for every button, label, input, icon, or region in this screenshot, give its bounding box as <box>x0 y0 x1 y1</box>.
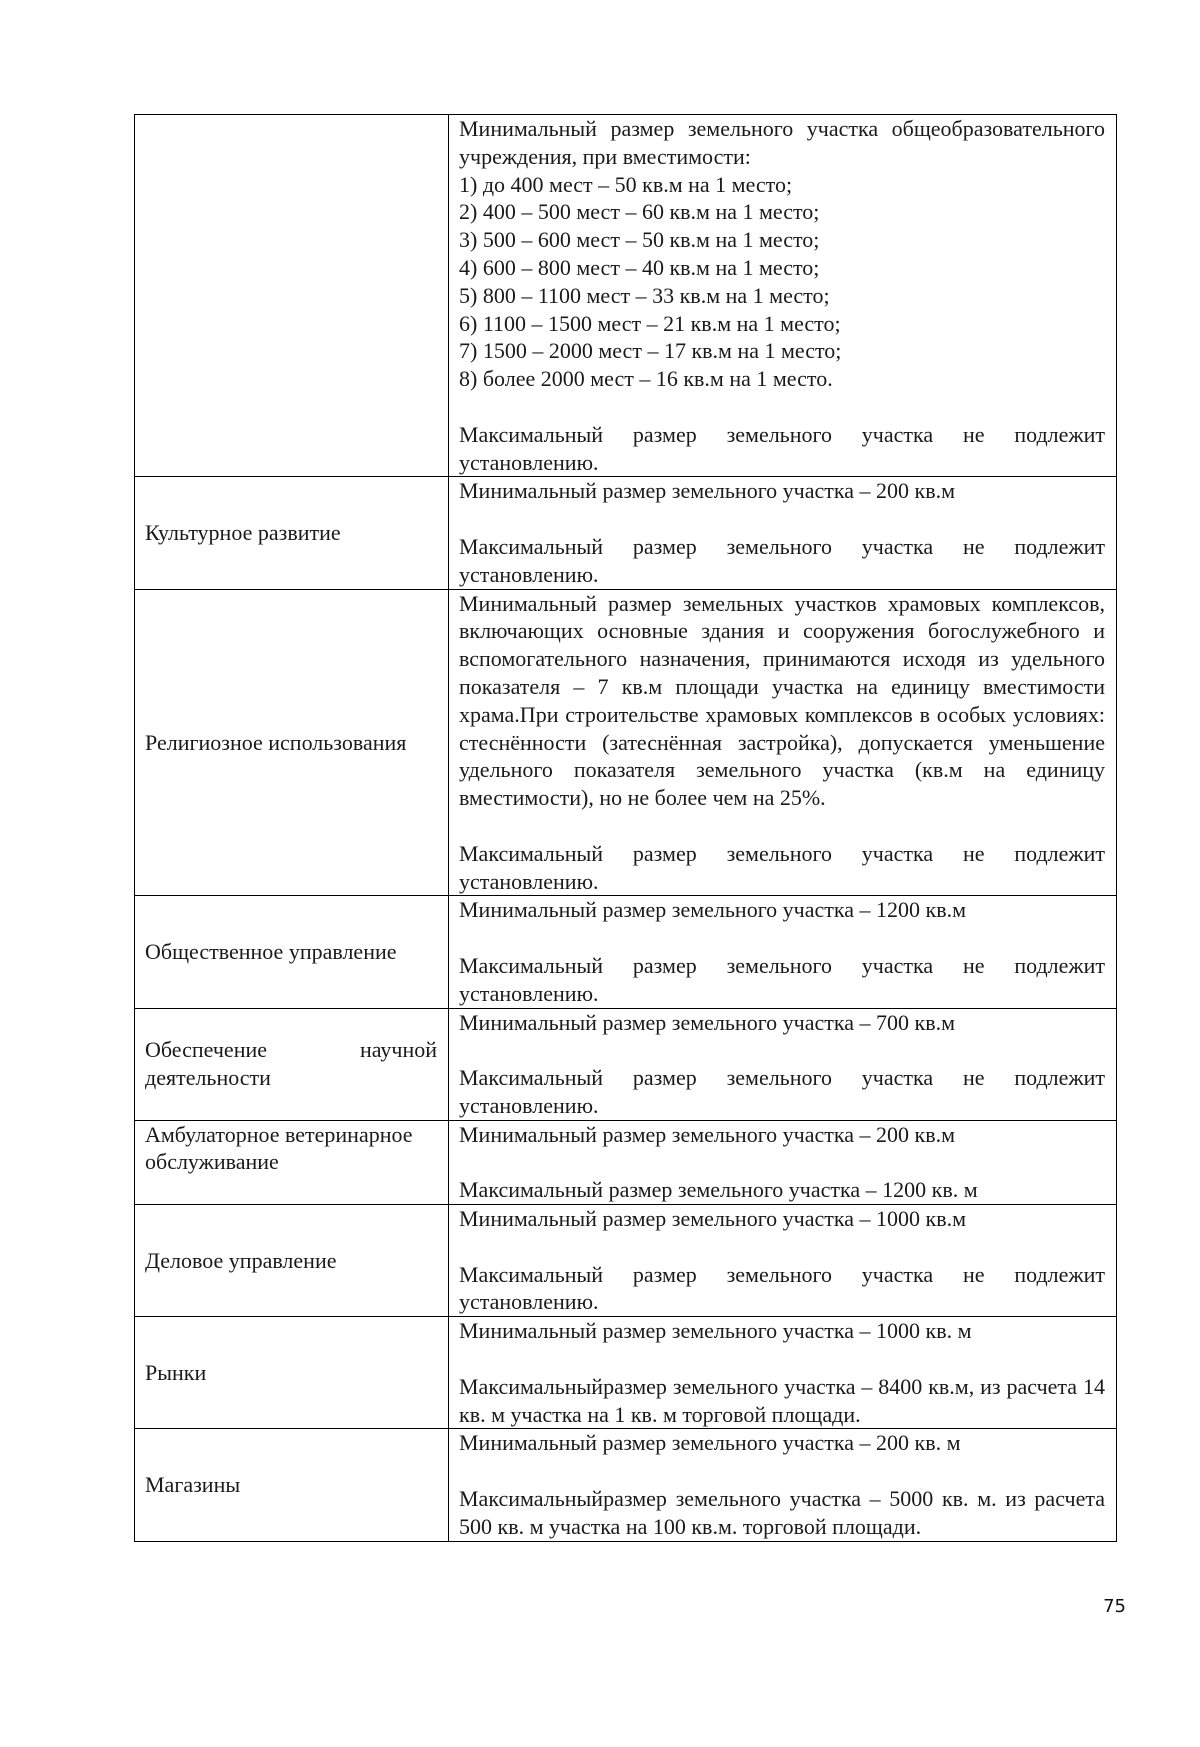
min-size-text: Минимальный размер земельного участка общеобразовательного учреждения, при вместимости: <box>459 116 1105 169</box>
min-size-text: Минимальный размер земельного участка – 700 кв.м <box>459 1009 956 1035</box>
table-row <box>135 1205 1117 1317</box>
use-type-cell: Культурное развитие <box>135 477 449 589</box>
use-type-cell: Амбулаторное ветеринарное обслуживание <box>135 1120 449 1204</box>
paragraph-gap <box>459 393 1105 421</box>
use-type-cell <box>135 115 449 477</box>
parameters-cell <box>449 1120 1117 1204</box>
min-size-text: Минимальный размер земельного участка – 200 кв. м <box>459 1430 961 1456</box>
paragraph-gap <box>459 505 1105 533</box>
table-row <box>135 589 1117 896</box>
table-row <box>135 477 1117 589</box>
capacity-line: 2) 400 – 500 мест – 60 кв.м на 1 место; <box>459 199 820 225</box>
page-number: 75 <box>1103 1596 1126 1617</box>
min-size-text: Минимальный размер земельного участка – 200 кв.м <box>459 1121 956 1147</box>
paragraph-gap <box>459 1345 1105 1373</box>
use-type-cell: Обеспечение научной деятельности <box>135 1008 449 1120</box>
table-row <box>135 896 1117 1008</box>
min-size-text: Минимальный размер земельного участка – 200 кв.м <box>459 478 956 504</box>
paragraph-gap <box>459 924 1105 952</box>
parameters-cell <box>449 896 1117 1008</box>
paragraph-gap <box>459 1036 1105 1064</box>
parameters-cell <box>449 115 1117 477</box>
max-size-text: Максимальный размер земельного участка не подлежит установлению. <box>459 1065 1105 1118</box>
use-type-cell: Магазины <box>135 1429 449 1541</box>
max-size-text: Максимальный размер земельного участка не подлежит установлению. <box>459 952 1105 1006</box>
max-size-text: Максимальный размер земельного участка не подлежит установлению. <box>459 533 1105 587</box>
parameters-cell <box>449 589 1117 896</box>
max-size-text: Максимальный размер земельного участка не подлежит установлению. <box>459 1261 1105 1315</box>
max-size-text: Максимальный размер земельного участка не подлежит установлению. <box>459 840 1105 894</box>
max-size-text: Максимальный размер земельного участка – 1200 кв. м <box>459 1177 978 1203</box>
capacity-line: 6) 1100 – 1500 мест – 21 кв.м на 1 место; <box>459 310 841 336</box>
min-size-text: Минимальный размер земельного участка – 1000 кв. м <box>459 1318 972 1344</box>
use-type-cell: Религиозное использования <box>135 589 449 896</box>
table-row <box>135 1008 1117 1120</box>
parameters-cell <box>449 1317 1117 1429</box>
paragraph-gap <box>459 1233 1105 1261</box>
paragraph-gap <box>459 1457 1105 1485</box>
parameters-cell <box>449 1429 1117 1541</box>
use-type-cell: Деловое управление <box>135 1205 449 1317</box>
capacity-line: 5) 800 – 1100 мест – 33 кв.м на 1 место; <box>459 282 830 308</box>
min-size-text: Минимальный размер земельного участка – 1200 кв.м <box>459 897 967 923</box>
capacity-line: 7) 1500 – 2000 мест – 17 кв.м на 1 место; <box>459 338 842 364</box>
max-size-text: Максимальныйразмер земельного участка – 8400 кв.м, из расчета 14 кв. м участка на 1 кв. м торговой площади. <box>459 1373 1105 1427</box>
use-type-cell: Рынки <box>135 1317 449 1429</box>
paragraph-gap <box>459 812 1105 840</box>
parameters-cell <box>449 1008 1117 1120</box>
table-row <box>135 1317 1117 1429</box>
land-use-table <box>134 114 1117 1542</box>
max-size-text: Максимальныйразмер земельного участка – 5000 кв. м. из расчета 500 кв. м участка на 100 кв.м. торговой площади. <box>459 1486 1105 1539</box>
capacity-line: 8) более 2000 мест – 16 кв.м на 1 место. <box>459 366 833 392</box>
parameters-cell <box>449 477 1117 589</box>
parameters-cell <box>449 1205 1117 1317</box>
min-size-text: Минимальный размер земельного участка – 1000 кв.м <box>459 1206 967 1232</box>
max-size-text: Максимальный размер земельного участка не подлежит установлению. <box>459 421 1105 475</box>
table-row <box>135 115 1117 477</box>
use-type-cell: Общественное управление <box>135 896 449 1008</box>
paragraph-gap <box>459 1148 1105 1176</box>
table-row <box>135 1429 1117 1541</box>
capacity-line: 4) 600 – 800 мест – 40 кв.м на 1 место; <box>459 254 820 280</box>
min-size-text: Минимальный размер земельных участков храмовых комплексов, включающих основные здания и сооружения богослужебного и вспомогательного назначения, принимаются исходя из удельного показателя – 7 кв.м площади участка на единицу вместимости храма.При строительстве храмовых комплексов в особых условиях: стеснённости (затеснённая застройка), допускается уменьшение удельного показателя земельного участка (кв.м на единицу вместимости), но не более чем на 25%. <box>459 590 1105 811</box>
capacity-line: 3) 500 – 600 мест – 50 кв.м на 1 место; <box>459 227 820 253</box>
table-row <box>135 1120 1117 1204</box>
capacity-line: 1) до 400 мест – 50 кв.м на 1 место; <box>459 171 793 197</box>
